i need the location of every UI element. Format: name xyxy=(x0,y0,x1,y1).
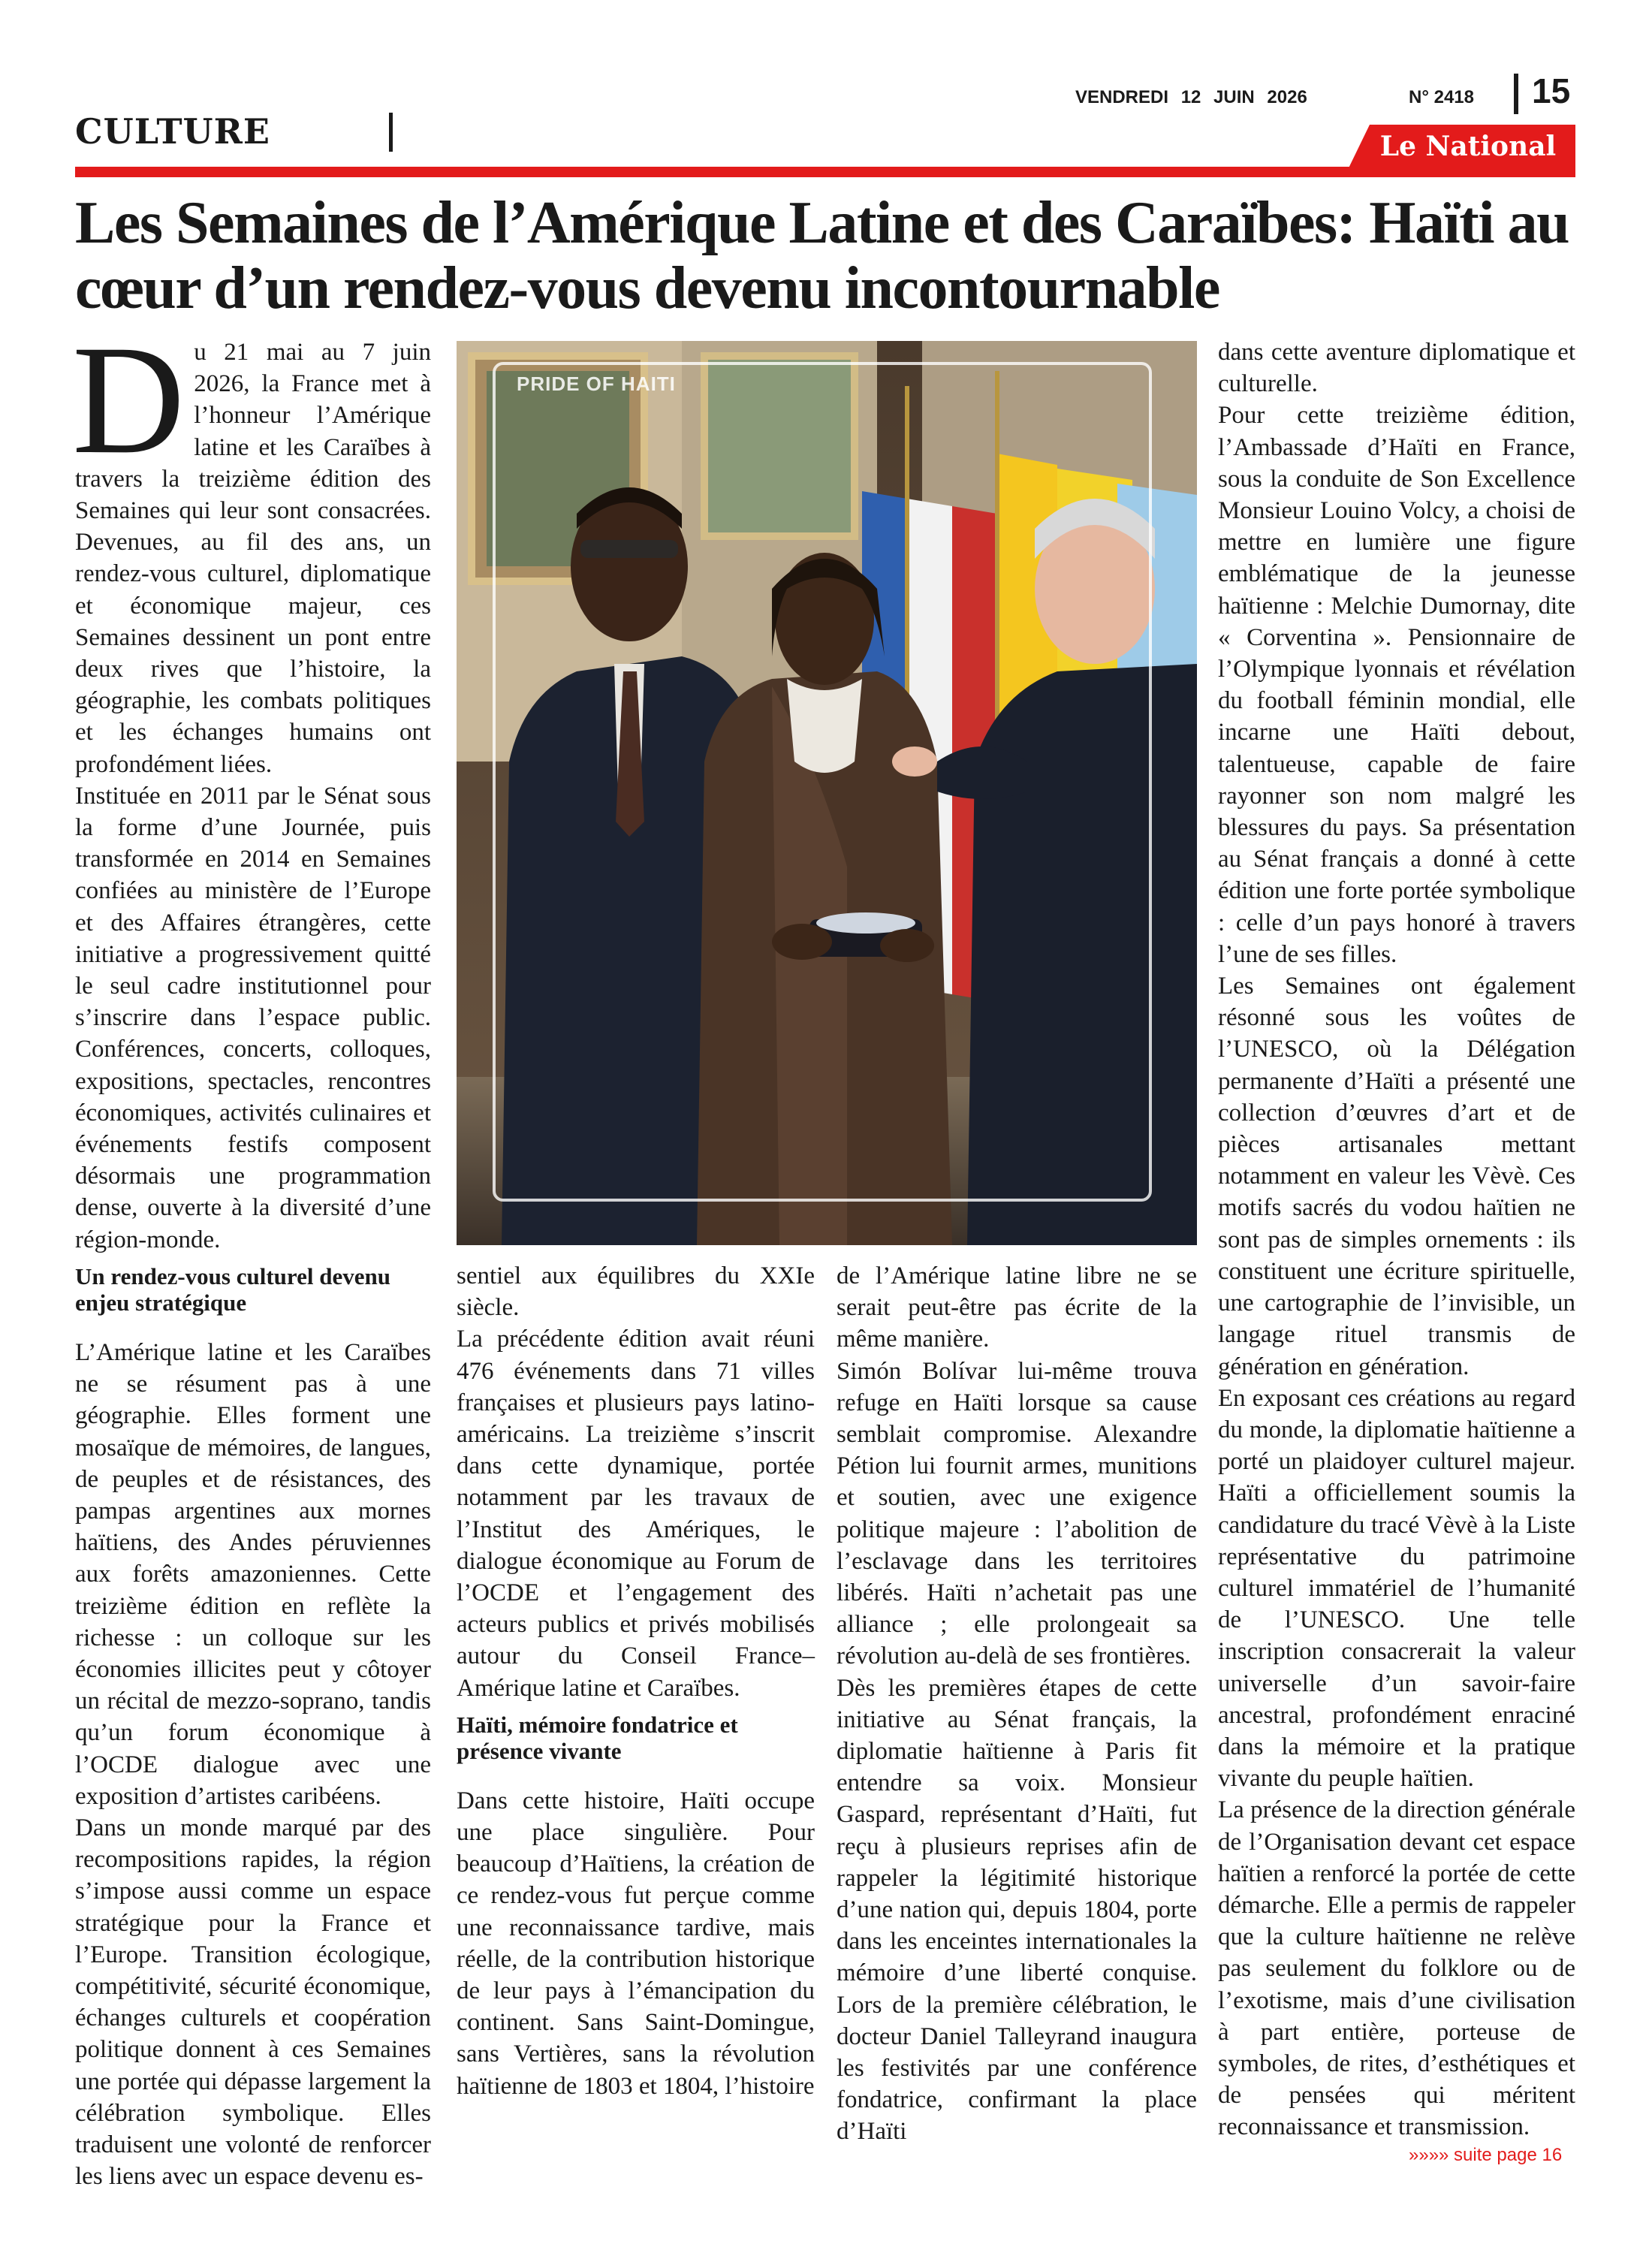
article-paragraph: La précédente édition avait réuni 476 événements dans 71 villes françaises et plusieurs pays latino-américains. La treizième s’inscrit dans cette dynamique, portée notamment par les travaux de l’Institut des Amériques, le dialogue économique au Forum de l’OCDE et l’engagement des acteurs publics et privés mobilisés autour du Conseil France–Amérique latine et Caraïbes. xyxy=(457,1326,815,1702)
article-paragraph: La présence de la direction générale de l’Organisation devant cet espace haïtien a renforcé la portée de cette démarche. Elle a permis de rappeler que la culture haïtienne ne relève pas seulement du folklore ou de l’exotisme, mais d’une civilisation à part entière, porteuse de symboles, de rites, d’esthétiques et de pensées qui méritent reconnaissance et transmission. xyxy=(1218,1796,1575,2141)
section-label: CULTURE xyxy=(75,111,270,152)
header-rule xyxy=(75,167,1575,177)
article-paragraph: sentiel aux équilibres du XXIe siècle. xyxy=(457,1262,815,1322)
article-paragraph: de l’Amérique latine libre ne se serait peut-être pas écrite de la même manière. xyxy=(837,1262,1197,1353)
article-paragraph: Pour cette treizième édition, l’Ambassade d’Haïti en France, sous la conduite de Son Excellence Monsieur Louino Volcy, a choisi de mettre en lumière une figure emblématique de la jeunesse haïtienne : Melchie Dumornay, dite « Corventina ». Pensionnaire de l’Olympique lyonnais et révélation du football féminin mondial, elle incarne une Haïti debout, talentueuse, capable de faire rayonner son nom malgré les blessures du pays. Sa présentation au Sénat français a donné à cette édition une forte portée symbolique : celle d’un pays honoré à travers l’une de ses filles. xyxy=(1218,402,1575,968)
article-paragraph: dans cette aventure diplomatique et culturelle. xyxy=(1218,339,1575,398)
article-column-3 xyxy=(837,1260,1197,2148)
article-subhead: Un rendez-vous culturel devenu enjeu stratégique xyxy=(75,1262,390,1316)
article-paragraph xyxy=(72,313,431,780)
article-column-4 xyxy=(1218,336,1575,2143)
drop-cap: D xyxy=(72,313,185,486)
article-paragraph: Les Semaines ont également résonné sous les voûtes de l’UNESCO, où la Délégation permanente d’Haïti a présenté une collection d’œuvres d’art et de pièces artisanales mettant notamment en valeur les Vèvè. Ces motifs sacrés du vodou haïtien ne sont pas de simples ornements : ils constituent une écriture spirituelle, une cartographie de l’invisible, un langage rituel transmis de génération en génération. xyxy=(1218,973,1575,1380)
article-headline: Les Semaines de l’Amérique Latine et des Caraïbes: Haïti au cœur d’un rendez-vous devenu incontournable xyxy=(75,190,1569,321)
article-column-1 xyxy=(72,313,431,2192)
article-paragraph: Dès les premières étapes de cette initiative au Sénat français, la diplomatie haïtienne à Paris fit entendre sa voix. Monsieur Gaspard, représentant d’Haïti, fut reçu à plusieurs reprises afin de rappeler la légitimité historique d’une nation qui, depuis 1804, porte dans les enceintes internationales la mémoire d’une liberté conquise. Lors de la première célébration, le docteur Daniel Talleyrand inaugura les festivités par une conférence fondatrice, confirmant la place d’Haïti xyxy=(837,1674,1197,2146)
issue-date: VENDREDI 12 JUIN 2026 xyxy=(1075,87,1307,107)
article-paragraph: En exposant ces créations au regard du monde, la diplomatie haïtienne a porté un plaidoyer culturel majeur. Haïti a officiellement soumis la candidature du tracé Vèvè à la Liste représentative du patrimoine culturel immatériel de l’humanité de l’UNESCO. Une telle inscription consacrerait la valeur universelle d’un savoir-faire ancestral, profondément enraciné dans la mémoire et la pratique vivante du peuple haïtien. xyxy=(1218,1384,1575,1793)
photo-watermark: PRIDE OF HAITI xyxy=(517,372,676,395)
page-number: 15 xyxy=(1532,71,1571,110)
article-subhead: Haïti, mémoire fondatrice et présence vivante xyxy=(457,1711,738,1764)
page-number-divider xyxy=(1514,74,1518,114)
article-paragraph: Dans cette histoire, Haïti occupe une place singulière. Pour beaucoup d’Haïtiens, la création de ce rendez-vous fut perçue comme une reconnaissance tardive, mais réelle, de la contribution historique de leur pays à l’émancipation du continent. Sans Saint-Domingue, sans Vertières, sans la révolution haïtienne de 1803 et 1804, l’histoire xyxy=(457,1787,815,2100)
article-paragraph: L’Amérique latine et les Caraïbes ne se résument pas à une géographie. Elles forment une mosaïque de mémoires, de langues, de peuples et de résistances, des pampas argentines aux mornes haïtiens, des Andes péruviennes aux forêts amazoniennes. Cette treizième édition en reflète la richesse : un colloque sur les économies illicites peut y côtoyer un récital de mezzo-soprano, tandis qu’un forum économique à l’OCDE dialogue avec une exposition d’artistes caribéens. xyxy=(75,1338,431,1810)
continuation-link[interactable]: »»»» suite page 16 xyxy=(1409,2145,1563,2165)
article-paragraph: Simón Bolívar lui-même trouva refuge en Haïti lorsque sa cause semblait compromise. Alexandre Pétion lui fournit armes, munitions et soutien, avec une exigence politique majeure : l’abolition de l’esclavage dans les territoires libérés. Haïti n’achetait pas une alliance ; elle prolongeait sa révolution au-delà de ses frontières. xyxy=(837,1357,1197,1670)
section-divider xyxy=(389,113,393,152)
article-column-2 xyxy=(457,1260,815,2102)
article-paragraph: Instituée en 2011 par le Sénat sous la forme d’une Journée, puis transformée en 2014 en Semaines confiées au ministère de l’Europe et des Affaires étrangères, cette initiative a progressivement quitté le seul cadre institutionnel pour s’inscrire dans l’espace public. Conférences, concerts, colloques, expositions, spectacles, rencontres économiques, activités culinaires et événements festifs composent désormais une programmation dense, ouverte à la diversité d’une région-monde. xyxy=(75,782,431,1253)
issue-number: N° 2418 xyxy=(1409,87,1474,107)
article-photo xyxy=(457,341,1197,1245)
brand-name: Le National xyxy=(1379,131,1557,162)
article-paragraph: Dans un monde marqué par des recompositions rapides, la région s’impose aussi comme un espace stratégique pour la France et l’Europe. Transition écologique, compétitivité, sécurité économique, échanges culturels et coopération politique donnent à ces Semaines une portée qui dépasse largement la célébration symbolique. Elles traduisent une volonté de renforcer les liens avec un espace devenu es- xyxy=(75,1814,431,2191)
paragraph-text: u 21 mai au 7 juin 2026, la France met à l’honneur l’Amérique latine et les Caraïbes à travers la treizième édition des Semaines qui leur sont consacrées. Devenues, au fil des ans, un rendez-vous culturel, diplomatique et économique majeur, ces Semaines dessinent un pont entre deux rives que l’histoire, la géographie, les combats politiques et les échanges humains ont profondément liées. xyxy=(75,339,431,778)
